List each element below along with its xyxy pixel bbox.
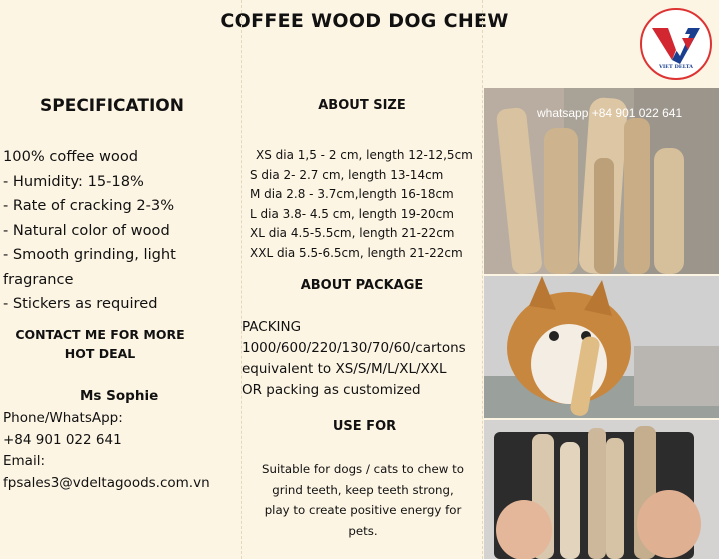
logo-text: VIET DELTA bbox=[658, 64, 694, 70]
phone-number[interactable]: +84 901 022 641 bbox=[3, 431, 122, 448]
use-for-line: play to create positive energy for bbox=[264, 503, 462, 517]
size-item: L dia 3.8- 4.5 cm, length 19-20cm bbox=[250, 206, 454, 221]
photo-dog-chewing bbox=[484, 276, 719, 418]
about-size-heading: ABOUT SIZE bbox=[318, 98, 406, 113]
spec-item: - Smooth grinding, light bbox=[3, 246, 176, 263]
viet-delta-logo bbox=[640, 8, 712, 80]
spec-item: - Humidity: 15-18% bbox=[3, 172, 144, 190]
contact-cta-line: HOT DEAL bbox=[64, 346, 136, 361]
size-item: XS dia 1,5 - 2 cm, length 12-12,5cm bbox=[256, 148, 473, 162]
package-line: OR packing as customized bbox=[242, 382, 421, 398]
package-line: 1000/600/220/130/70/60/cartons bbox=[242, 340, 466, 356]
spec-item: - Rate of cracking 2-3% bbox=[3, 197, 175, 214]
spec-item: - Natural color of wood bbox=[3, 221, 170, 239]
email-address[interactable]: fpsales3@vdeltagoods.com.vn bbox=[3, 474, 210, 491]
size-list bbox=[250, 146, 480, 263]
specification-heading: SPECIFICATION bbox=[40, 96, 184, 116]
phone-label: Phone/WhatsApp: bbox=[3, 410, 123, 426]
whatsapp-watermark: whatsapp +84 901 022 641 bbox=[537, 106, 683, 120]
email-label: Email: bbox=[3, 453, 46, 469]
photo-hands-holding-sticks bbox=[484, 420, 719, 559]
use-for-line: Suitable for dogs / cats to chew to bbox=[262, 462, 464, 476]
spec-item: - Stickers as required bbox=[3, 295, 158, 312]
size-item: XL dia 4.5-5.5cm, length 21-22cm bbox=[250, 226, 455, 240]
use-for-line: grind teeth, keep teeth strong, bbox=[272, 482, 454, 497]
use-for-line: pets. bbox=[348, 523, 378, 538]
contact-name: Ms Sophie bbox=[80, 388, 159, 404]
use-for-heading: USE FOR bbox=[332, 419, 397, 434]
column-divider bbox=[482, 0, 483, 559]
package-line: equivalent to XS/S/M/L/XL/XXL bbox=[242, 361, 447, 377]
specification-list bbox=[3, 145, 239, 317]
contact-info bbox=[3, 408, 210, 494]
use-for-text bbox=[252, 459, 474, 541]
page-title: COFFEE WOOD DOG CHEW bbox=[220, 10, 509, 32]
contact-cta bbox=[0, 325, 200, 363]
spec-item: 100% coffee wood bbox=[3, 148, 139, 165]
size-item: M dia 2.8 - 3.7cm,length 16-18cm bbox=[250, 187, 454, 201]
about-package-heading: ABOUT PACKAGE bbox=[300, 278, 424, 293]
package-line: PACKING bbox=[242, 319, 302, 335]
package-text bbox=[242, 317, 466, 401]
contact-cta-line: CONTACT ME FOR MORE bbox=[15, 327, 185, 342]
size-item: XXL dia 5.5-6.5cm, length 21-22cm bbox=[250, 245, 463, 260]
size-item: S dia 2- 2.7 cm, length 13-14cm bbox=[250, 167, 444, 182]
spec-item: fragrance bbox=[3, 270, 74, 288]
